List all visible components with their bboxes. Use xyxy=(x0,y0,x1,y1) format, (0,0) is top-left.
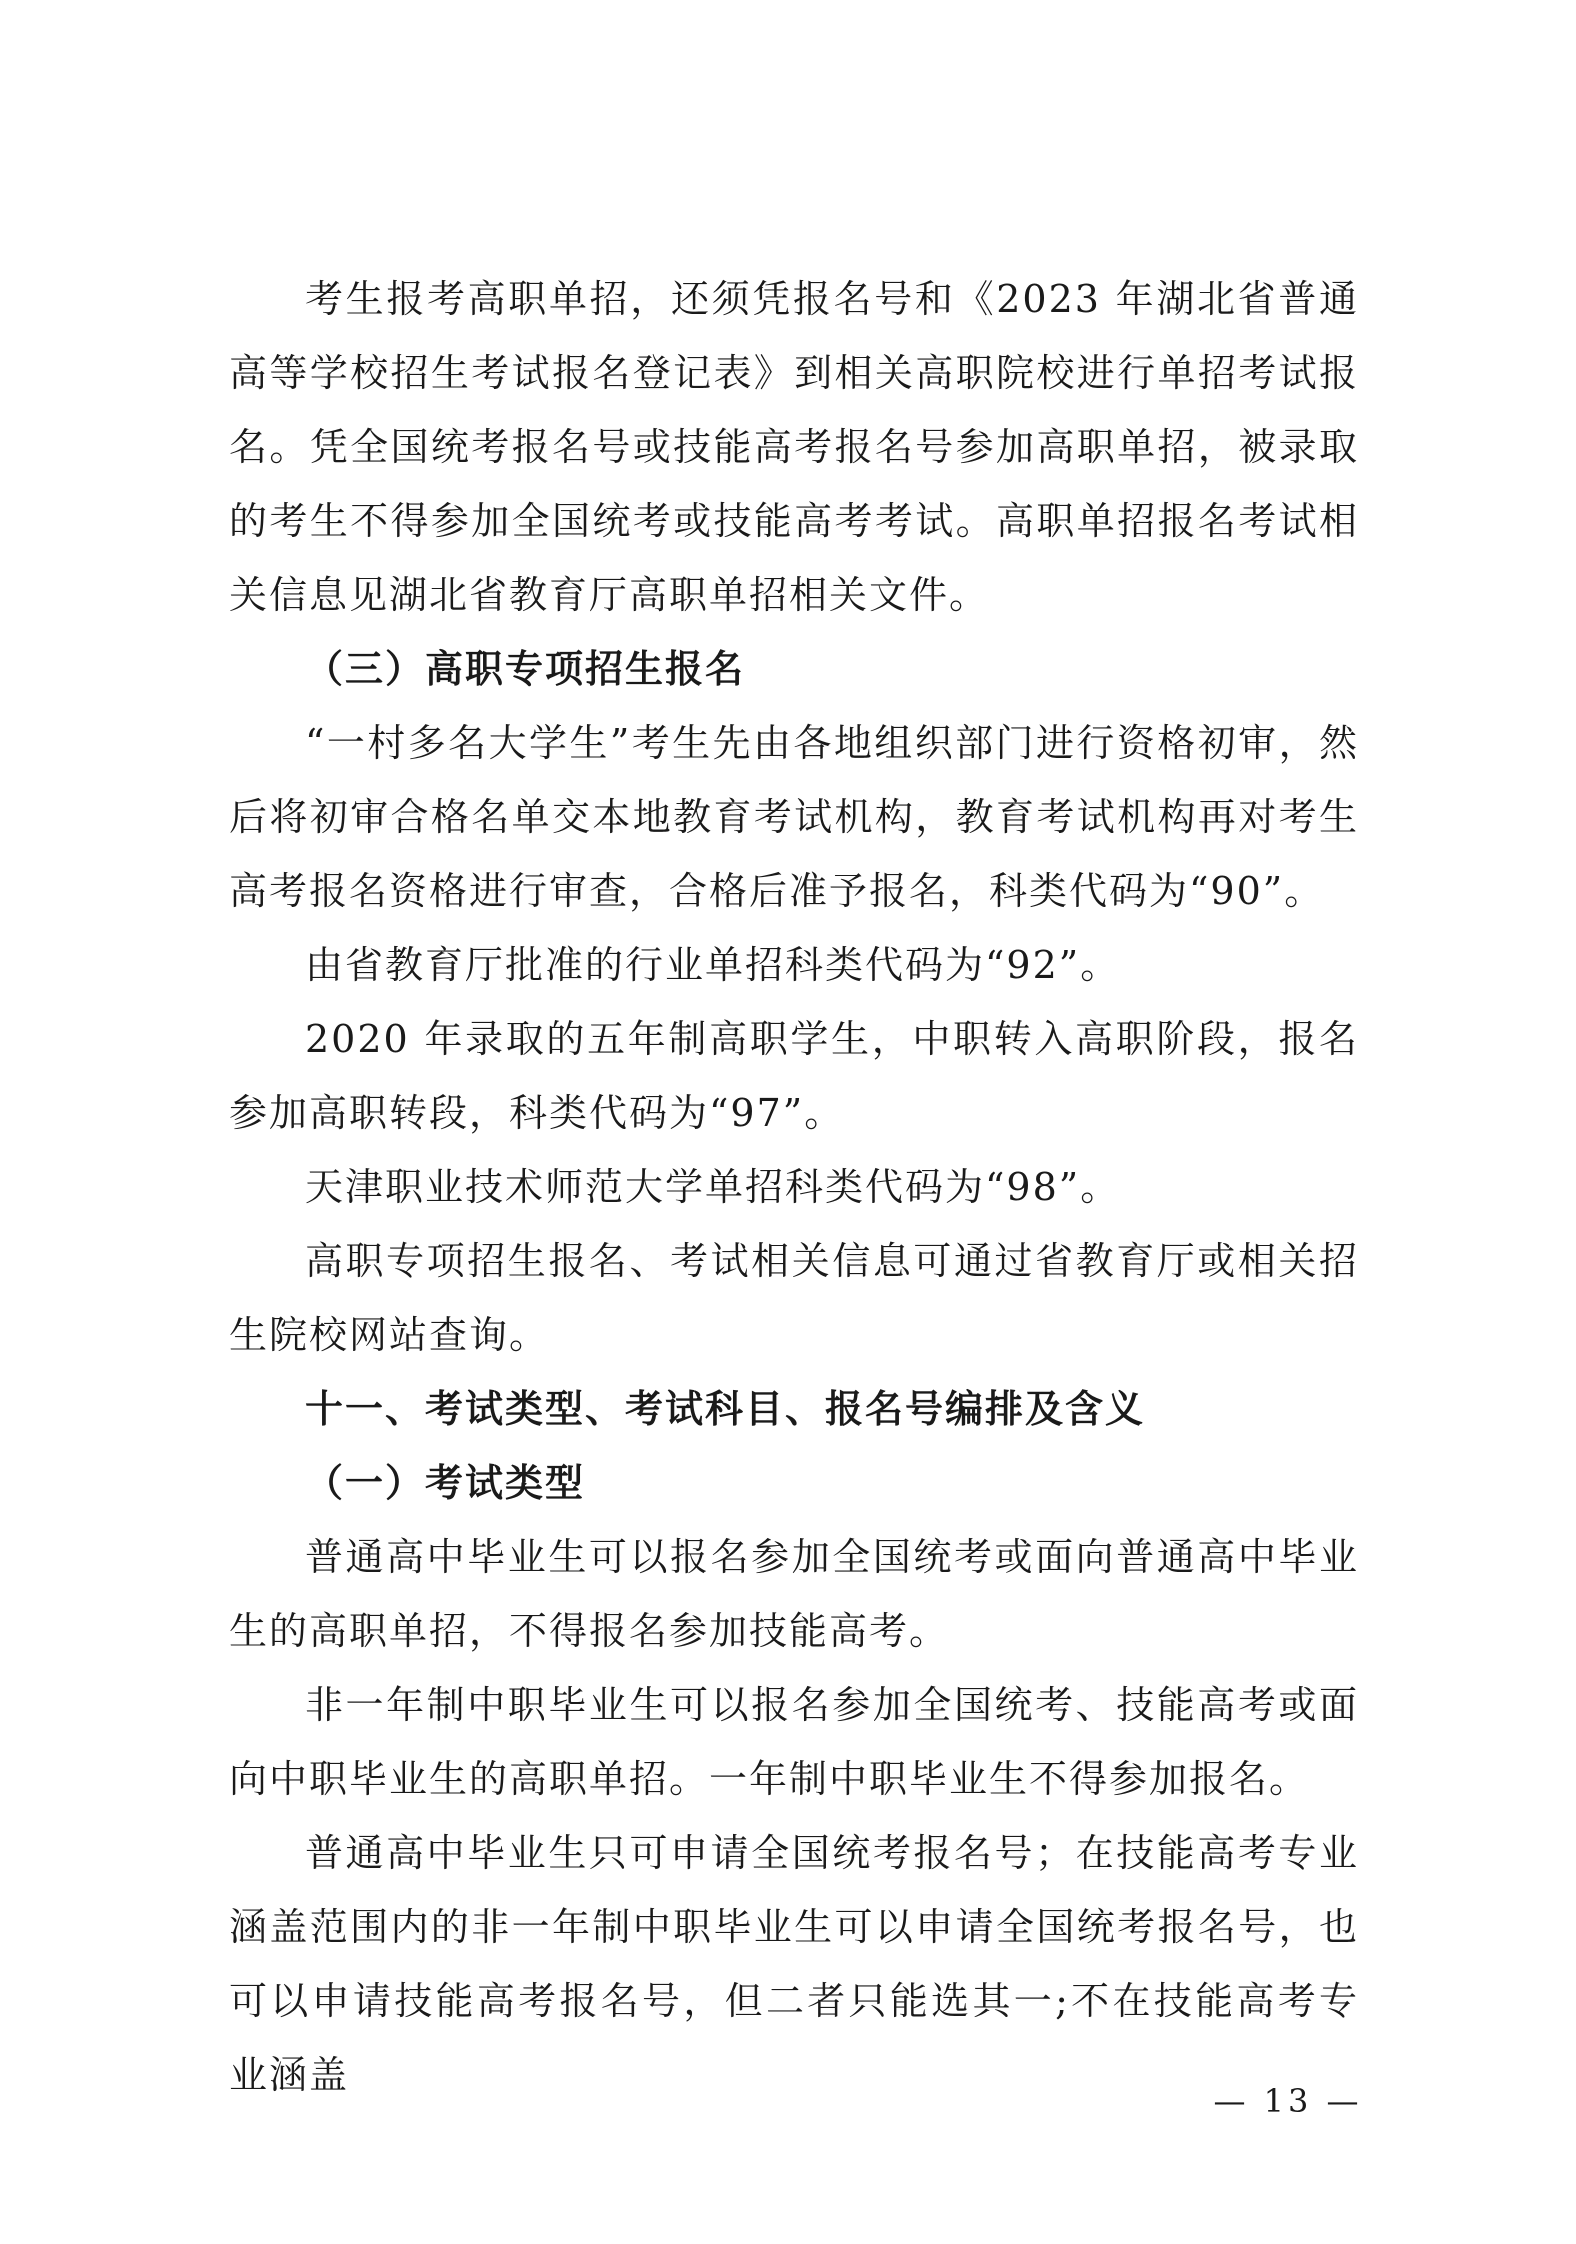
paragraph-registration-note: 考生报考高职单招，还须凭报名号和《2023 年湖北省普通高等学校招生考试报名登记表》到相关高职院校进行单招考试报名。凭全国统考报名号或技能高考报名号参加高职单招，被录取的考生不得参加全国统考或技能高考考试。高职单招报名考试相关信息见湖北省教育厅高职单招相关文件。 xyxy=(229,277,1359,617)
paragraph-high-school-graduates: 普通高中毕业生可以报名参加全国统考或面向普通高中毕业生的高职单招，不得报名参加技能高考。 xyxy=(229,1535,1359,1653)
paragraph-village-students: “一村多名大学生”考生先由各地组织部门进行资格初审，然后将初审合格名单交本地教育考试机构，教育考试机构再对考生高考报名资格进行审查，合格后准予报名，科类代码为“90”。 xyxy=(229,721,1359,913)
paragraph-info-query: 高职专项招生报名、考试相关信息可通过省教育厅或相关招生院校网站查询。 xyxy=(229,1239,1359,1357)
paragraph-code-98: 天津职业技术师范大学单招科类代码为“98”。 xyxy=(305,1165,1121,1209)
chapter-heading-exam-types: 十一、考试类型、考试科目、报名号编排及含义 xyxy=(305,1387,1146,1431)
paragraph-code-92: 由省教育厅批准的行业单招科类代码为“92”。 xyxy=(305,943,1121,987)
section-heading-vocational-special: （三）高职专项招生报名 xyxy=(305,647,746,691)
page-number: — 13 — xyxy=(1213,2082,1363,2120)
section-heading-exam-type: （一）考试类型 xyxy=(305,1461,586,1505)
paragraph-vocational-graduates: 非一年制中职毕业生可以报名参加全国统考、技能高考或面向中职毕业生的高职单招。一年制中职毕业生不得参加报名。 xyxy=(229,1683,1359,1801)
document-body xyxy=(229,262,1359,2112)
paragraph-registration-number: 普通高中毕业生只可申请全国统考报名号；在技能高考专业涵盖范围内的非一年制中职毕业生可以申请全国统考报名号，也可以申请技能高考报名号，但二者只能选其一;不在技能高考专业涵盖 xyxy=(229,1831,1359,2097)
paragraph-code-97: 2020 年录取的五年制高职学生，中职转入高职阶段，报名参加高职转段，科类代码为“97”。 xyxy=(229,1017,1359,1135)
